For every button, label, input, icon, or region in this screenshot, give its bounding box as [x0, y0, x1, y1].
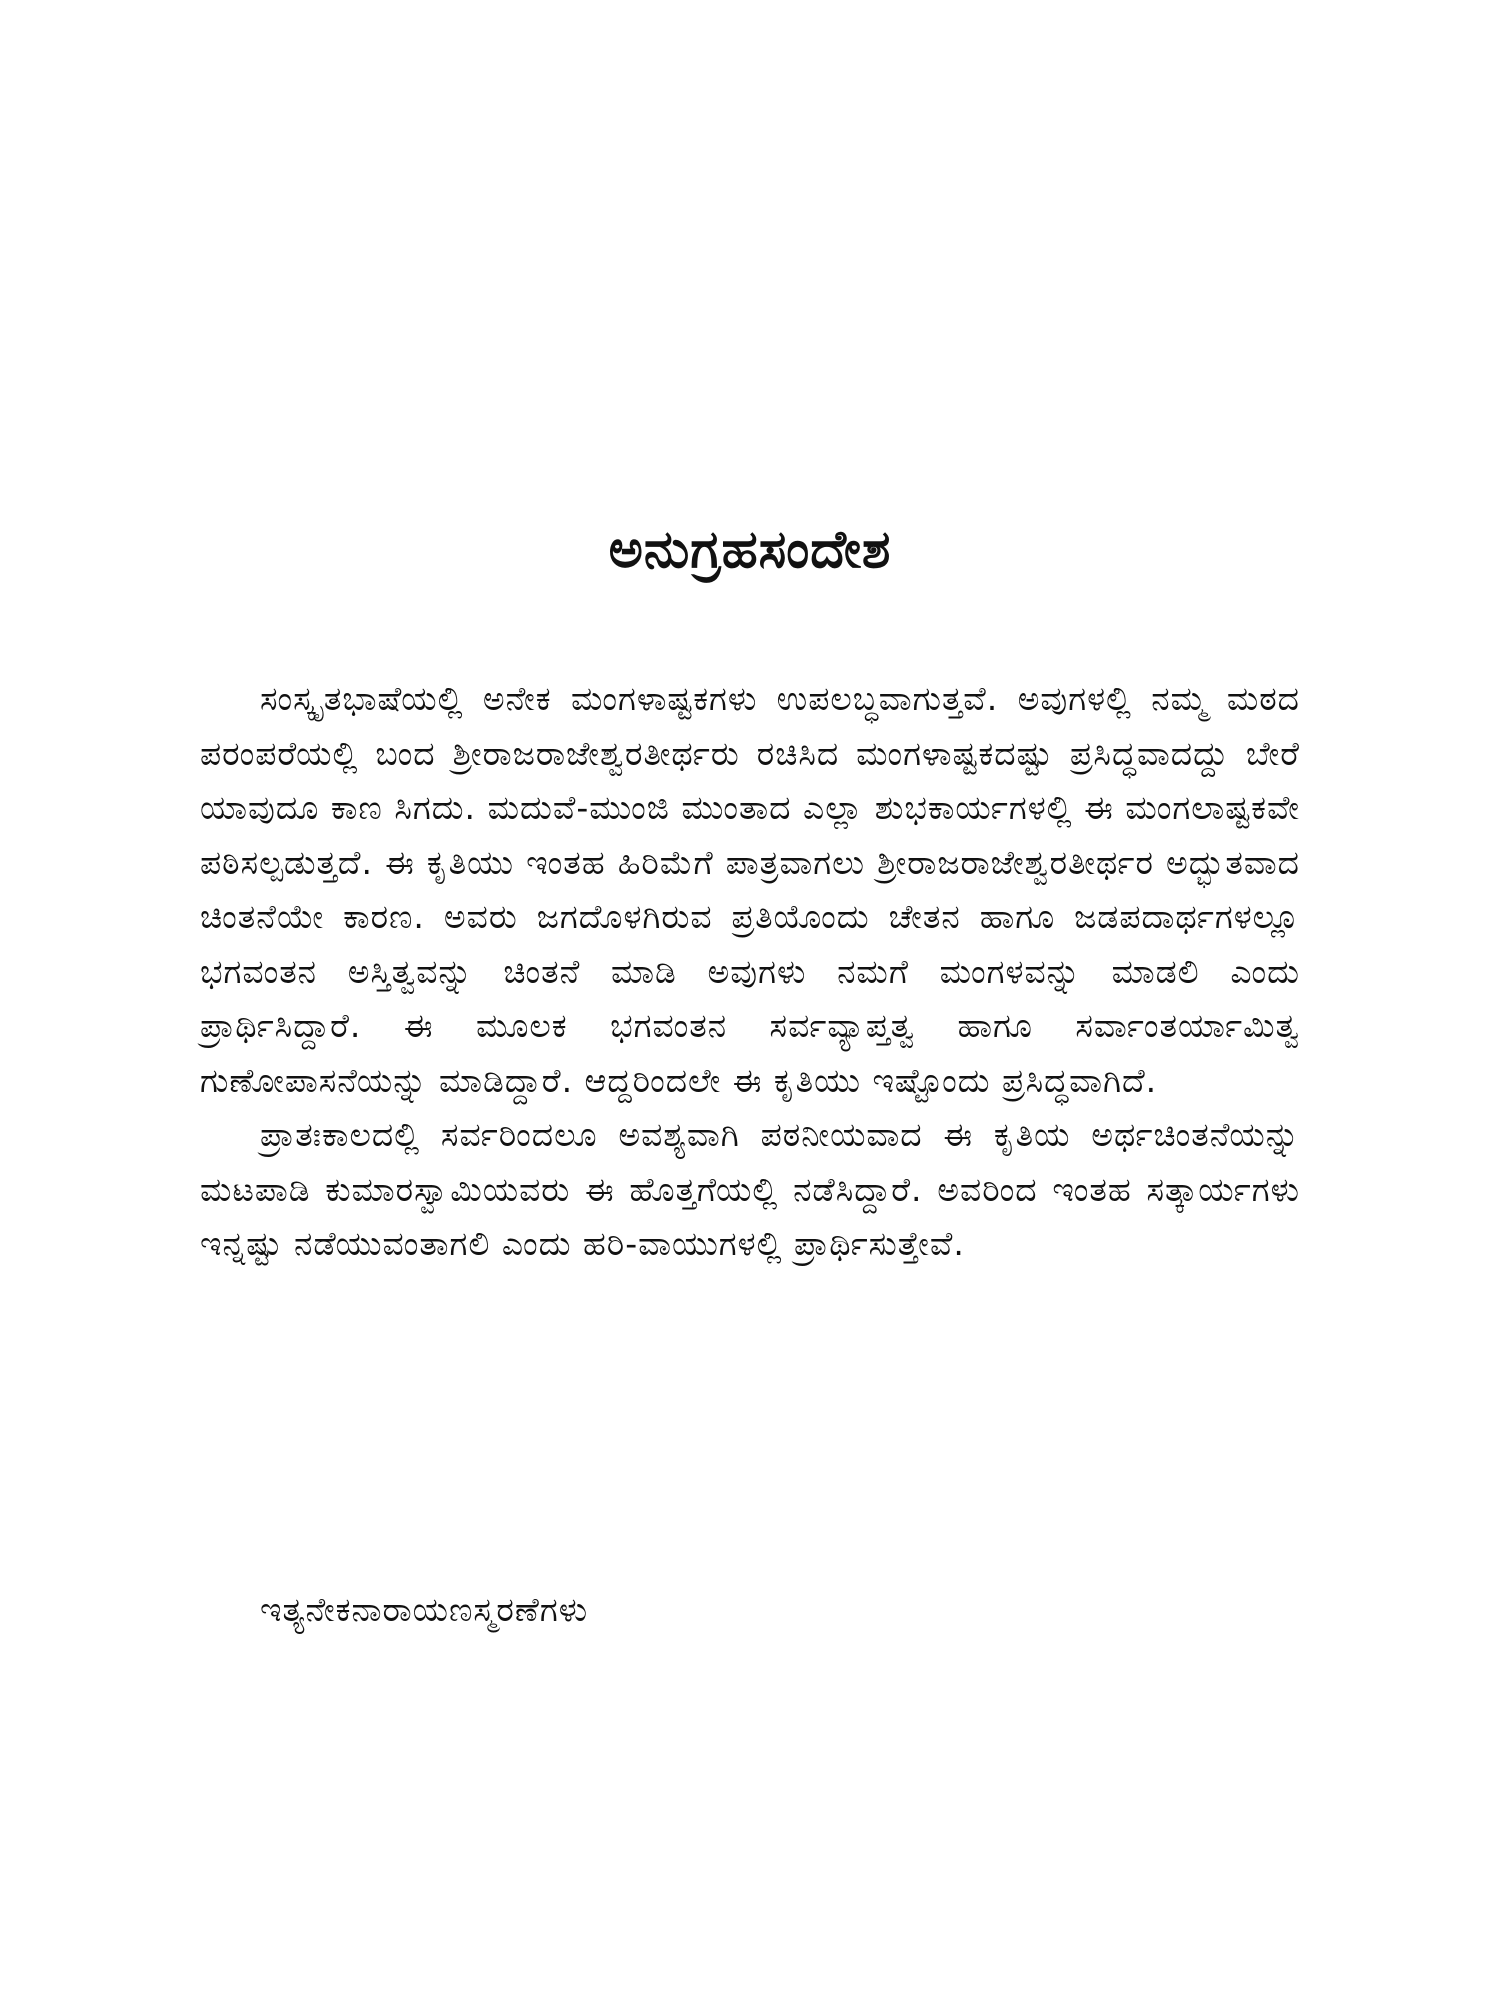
page-title: ಅನುಗ್ರಹಸಂದೇಶ	[608, 520, 892, 580]
paragraph-2: ಪ್ರಾತಃಕಾಲದಲ್ಲಿ ಸರ್ವರಿಂದಲೂ ಅವಶ್ಯವಾಗಿ ಪಠನೀಯವಾದ ಈ ಕೃತಿಯ ಅರ್ಥಚಿಂತನೆಯನ್ನು ಮಟಪಾಡಿ ಕುಮಾರಸ್ವಾಮಿಯವರು ಈ ಹೊತ್ತಗೆಯಲ್ಲಿ ನಡೆಸಿದ್ದಾರೆ. ಅವರಿಂದ ಇಂತಹ ಸತ್ಕಾರ್ಯಗಳು ಇನ್ನಷ್ಟು ನಡೆಯುವಂತಾಗಲಿ ಎಂದು ಹರಿ-ವಾಯುಗಳಲ್ಲಿ ಪ್ರಾರ್ಥಿಸುತ್ತೇವೆ.	[200, 1115, 1300, 1263]
closing-salutation: ಇತ್ಯನೇಕನಾರಾಯಣಸ್ಮರಣೆಗಳು	[260, 1590, 589, 1629]
body-text	[200, 672, 1300, 1272]
paragraph-1: ಸಂಸ್ಕೃತಭಾಷೆಯಲ್ಲಿ ಅನೇಕ ಮಂಗಳಾಷ್ಟಕಗಳು ಉಪಲಬ್ಧವಾಗುತ್ತವೆ. ಅವುಗಳಲ್ಲಿ ನಮ್ಮ ಮಠದ ಪರಂಪರೆಯಲ್ಲಿ ಬಂದ ಶ್ರೀರಾಜರಾಜೇಶ್ವರತೀರ್ಥರು ರಚಿಸಿದ ಮಂಗಳಾಷ್ಟಕದಷ್ಟು ಪ್ರಸಿದ್ಧವಾದದ್ದು ಬೇರೆ ಯಾವುದೂ ಕಾಣ ಸಿಗದು. ಮದುವೆ-ಮುಂಜಿ ಮುಂತಾದ ಎಲ್ಲಾ ಶುಭಕಾರ್ಯಗಳಲ್ಲಿ ಈ ಮಂಗಲಾಷ್ಟಕವೇ ಪಠಿಸಲ್ಪಡುತ್ತದೆ. ಈ ಕೃತಿಯು ಇಂತಹ ಹಿರಿಮೆಗೆ ಪಾತ್ರವಾಗಲು ಶ್ರೀರಾಜರಾಜೇಶ್ವರತೀರ್ಥರ ಅದ್ಭುತವಾದ ಚಿಂತನೆಯೇ ಕಾರಣ. ಅವರು ಜಗದೊಳಗಿರುವ ಪ್ರತಿಯೊಂದು ಚೇತನ ಹಾಗೂ ಜಡಪದಾರ್ಥಗಳಲ್ಲೂ ಭಗವಂತನ ಅಸ್ತಿತ್ವವನ್ನು ಚಿಂತನೆ ಮಾಡಿ ಅವುಗಳು ನಮಗೆ ಮಂಗಳವನ್ನು ಮಾಡಲಿ ಎಂದು ಪ್ರಾರ್ಥಿಸಿದ್ದಾರೆ. ಈ ಮೂಲಕ ಭಗವಂತನ ಸರ್ವವ್ಯಾಪ್ತತ್ವ ಹಾಗೂ ಸರ್ವಾಂತರ್ಯಾಮಿತ್ವ ಗುಣೋಪಾಸನೆಯನ್ನು ಮಾಡಿದ್ದಾರೆ. ಆದ್ದರಿಂದಲೇ ಈ ಕೃತಿಯು ಇಷ್ಟೊಂದು ಪ್ರಸಿದ್ಧವಾಗಿದೆ.	[200, 679, 1300, 1100]
